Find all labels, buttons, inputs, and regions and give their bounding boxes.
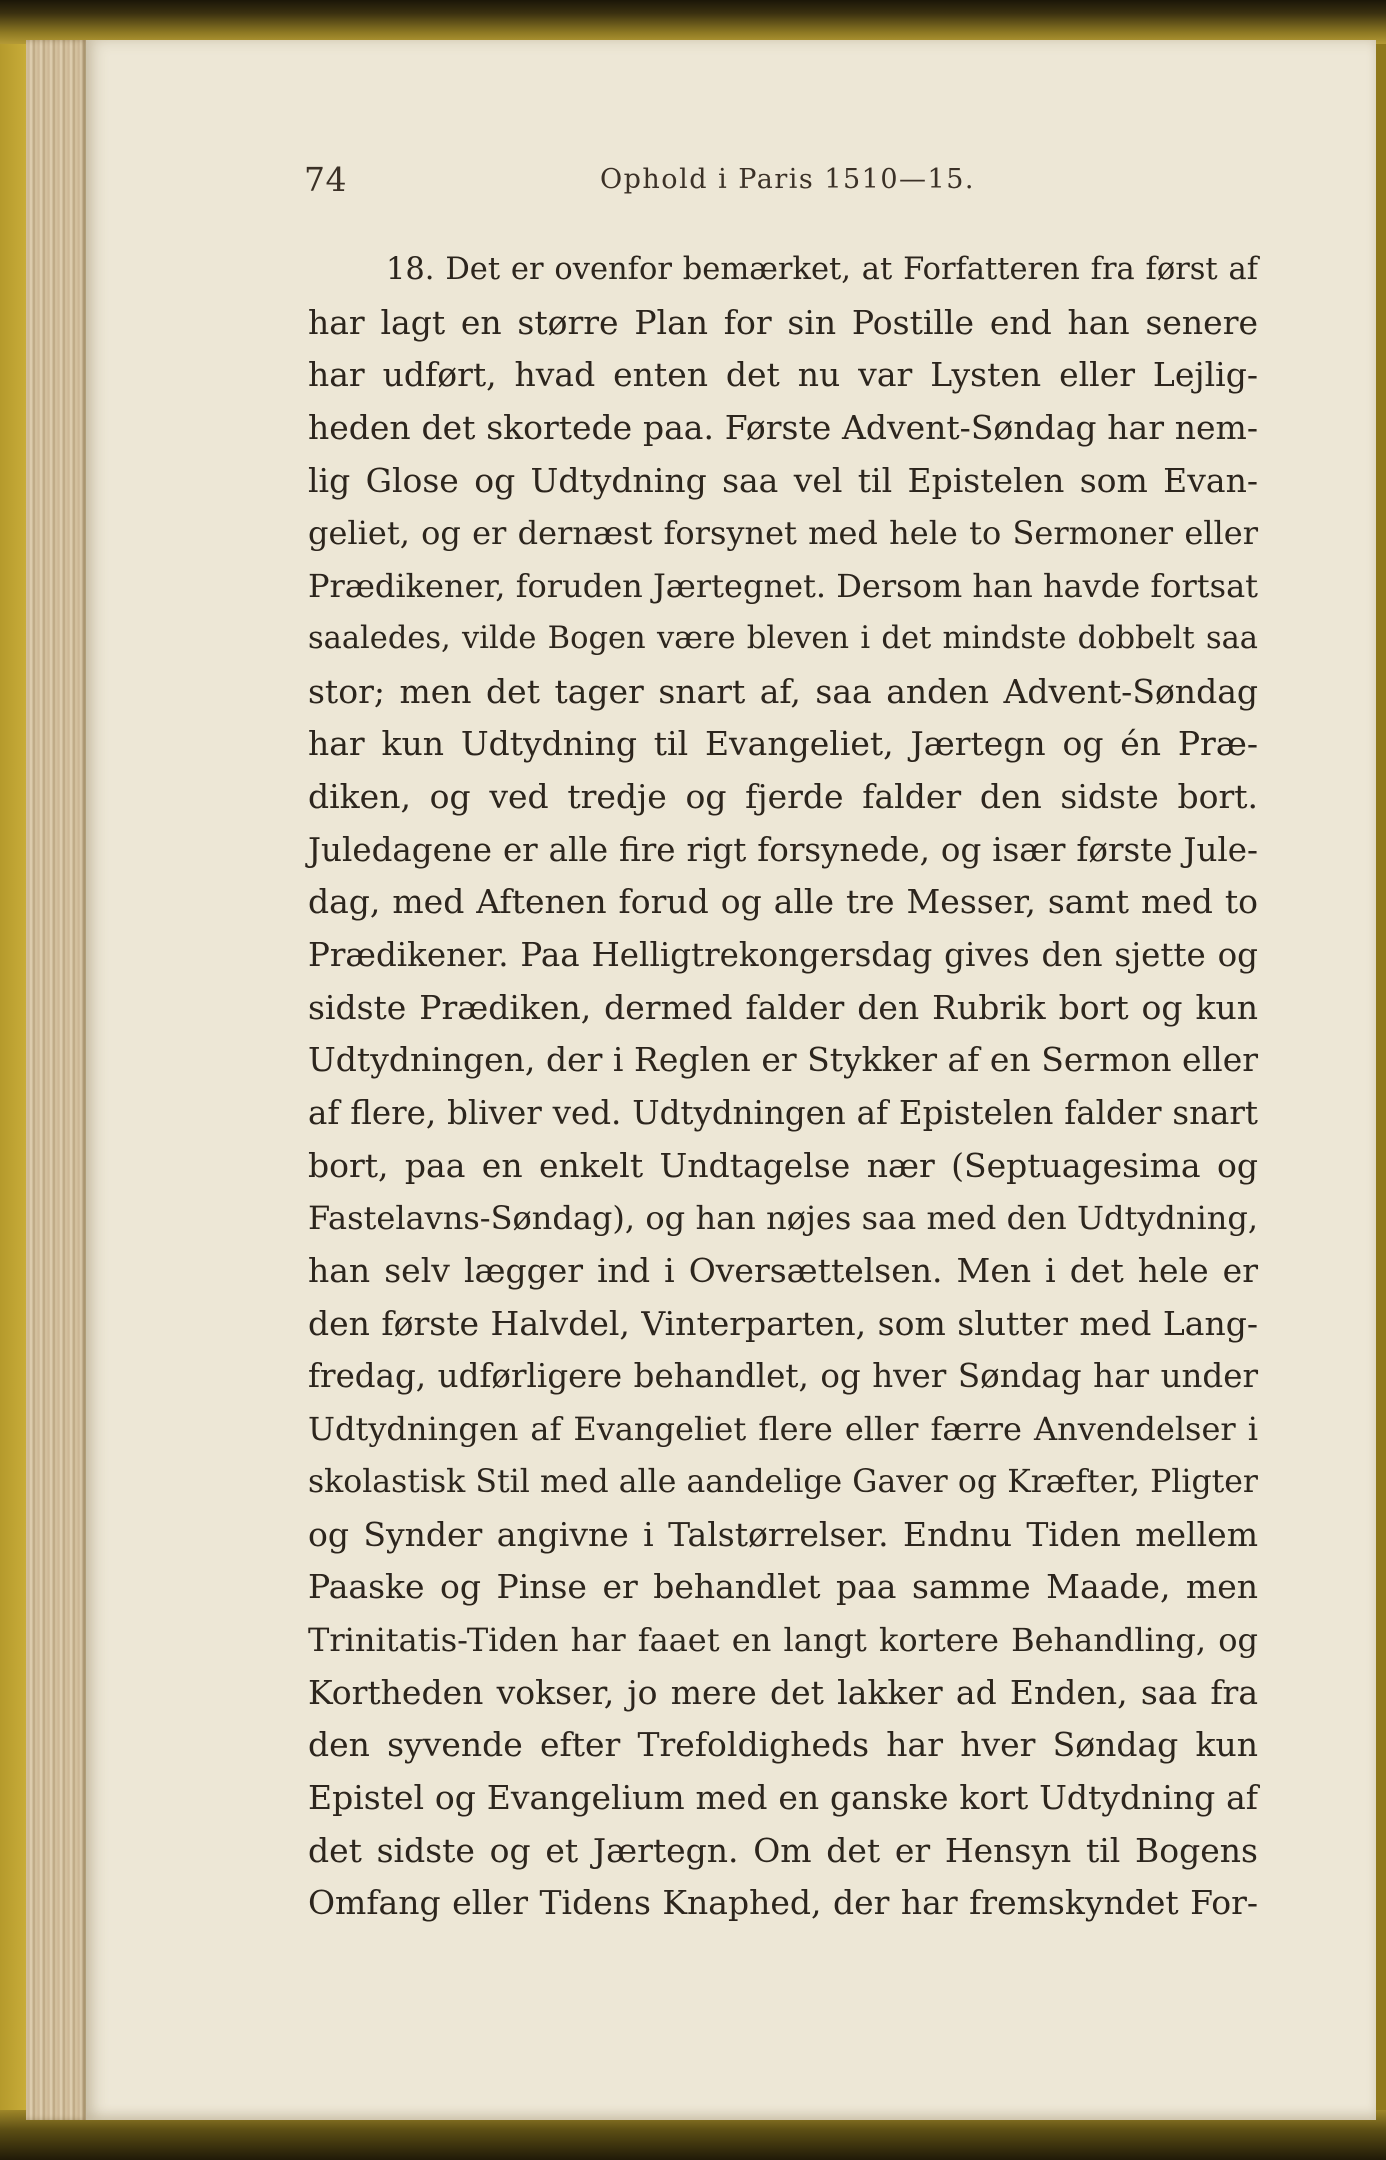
text-line: saaledes, vilde Bogen være bleven i det mindste dobbelt saa: [308, 620, 1258, 656]
text-line: skolastisk Stil med alle aandelige Gaver og Kræfter, Pligter: [308, 1463, 1258, 1500]
text-line: Fastelavns-Søndag), og han nøjes saa med den Udtydning,: [308, 1199, 1258, 1238]
text-line: Prædikener. Paa Helligtrekongersdag gives den sjette og: [308, 935, 1258, 974]
page-header: [0, 160, 1386, 210]
text-line: diken, og ved tredje og fjerde falder den sidste bort.: [308, 776, 1258, 816]
text-line: Udtydningen, der i Reglen er Stykker af en Sermon eller: [308, 1040, 1258, 1080]
text-line: den første Halvdel, Vinterparten, som slutter med Lang-: [308, 1303, 1258, 1343]
text-line: fredag, udførligere behandlet, og hver Søndag har under: [308, 1357, 1258, 1396]
top-edge: [0, 0, 1386, 44]
book-spine-gutter: [26, 40, 88, 2120]
text-line: han selv lægger ind i Oversættelsen. Men i det hele er: [308, 1251, 1258, 1291]
text-line: af flere, bliver ved. Udtydningen af Epistelen falder snart: [308, 1094, 1258, 1132]
text-line: og Synder angivne i Talstørrelser. Endnu Tiden mellem: [308, 1514, 1258, 1554]
running-title: Ophold i Paris 1510—15.: [600, 164, 975, 195]
text-line: Kortheden vokser, jo mere det lakker ad Enden, saa fra: [308, 1672, 1258, 1712]
text-line: bort, paa en enkelt Undtagelse nær (Septuagesima og: [308, 1145, 1258, 1185]
text-line: har kun Udtydning til Evangeliet, Jærtegn og én Præ-: [308, 724, 1258, 764]
body-paragraph: [308, 244, 1258, 1930]
text-line: 18. Det er ovenfor bemærket, at Forfatteren fra først af: [386, 252, 1258, 287]
text-line: har udført, hvad enten det nu var Lysten eller Lejlig-: [308, 355, 1258, 395]
text-line: Trinitatis-Tiden har faaet en langt kortere Behandling, og: [308, 1620, 1258, 1659]
text-line: Udtydningen af Evangeliet flere eller færre Anvendelser i: [308, 1410, 1258, 1449]
text-line: det sidste og et Jærtegn. Om det er Hensyn til Bogens: [308, 1830, 1258, 1870]
text-line: Prædikener, foruden Jærtegnet. Dersom han havde fortsat: [308, 567, 1258, 606]
text-line: Paaske og Pinse er behandlet paa samme Maade, men: [308, 1567, 1258, 1607]
page-number: 74: [304, 160, 347, 199]
text-line: Omfang eller Tidens Knaphed, der har fremskyndet For-: [308, 1883, 1258, 1923]
text-line: den syvende efter Trefoldigheds har hver Søndag kun: [308, 1725, 1258, 1765]
text-line: heden det skortede paa. Første Advent-Søndag har nem-: [308, 408, 1258, 448]
text-line: Juledagene er alle fire rigt forsynede, og især første Jule-: [308, 830, 1258, 869]
text-line: sidste Prædiken, dermed falder den Rubrik bort og kun: [308, 987, 1258, 1027]
text-line: dag, med Aftenen forud og alle tre Messer, samt med to: [308, 882, 1258, 922]
text-line: lig Glose og Udtydning saa vel til Epistelen som Evan-: [308, 460, 1258, 500]
text-line: stor; men det tager snart af, saa anden Advent-Søndag: [308, 671, 1258, 711]
text-line: har lagt en større Plan for sin Postille end han senere: [308, 302, 1258, 342]
text-line: Epistel og Evangelium med en ganske kort Udtydning af: [308, 1777, 1258, 1817]
text-line: geliet, og er dernæst forsynet med hele to Sermoner eller: [308, 514, 1258, 553]
